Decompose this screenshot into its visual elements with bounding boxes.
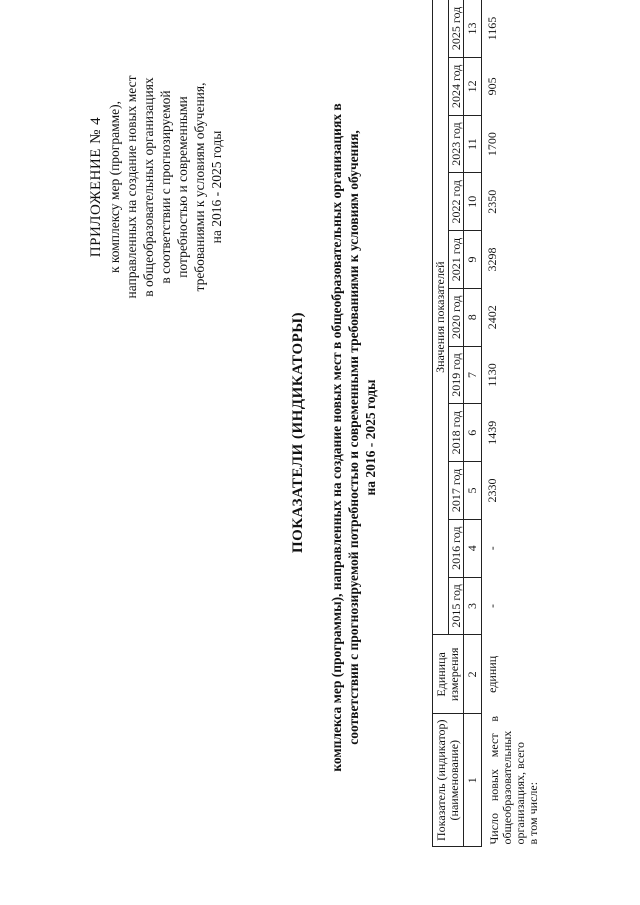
value-cell: - <box>485 603 499 608</box>
column-number: 13 <box>464 0 482 57</box>
column-number: 7 <box>464 346 482 404</box>
year-cell: 2021 год <box>449 231 464 289</box>
appendix-line: потребностью и современными <box>175 96 190 278</box>
year-cell: 2023 год <box>449 115 464 173</box>
value-cell: 2330 <box>485 478 499 503</box>
column-number: 11 <box>464 115 482 173</box>
column-number: 8 <box>464 288 482 346</box>
column-number: 6 <box>464 404 482 462</box>
column-number: 2 <box>464 635 482 714</box>
indicators-table <box>432 0 541 847</box>
subtitle-line: комплекса мер (программы), направленных на создание новых мест в общеобразовательных организациях в <box>329 103 344 772</box>
value-cell: 1439 <box>485 420 499 445</box>
year-cell: 2025 год <box>449 0 464 57</box>
document-subtitle <box>328 30 379 845</box>
indicator-name <box>482 714 542 847</box>
value-cell: 3298 <box>485 247 499 272</box>
value-cell: 1165 <box>485 16 499 41</box>
year-cell: 2017 год <box>449 462 464 520</box>
value-cell: 1130 <box>485 363 499 387</box>
column-number: 10 <box>464 173 482 231</box>
table-header-row <box>433 0 449 847</box>
column-number: 3 <box>464 577 482 635</box>
column-number: 12 <box>464 57 482 115</box>
indicator-name-line: общеобразовательных <box>500 730 514 845</box>
subtitle-line: соответствии с прогнозируемой потребностью и современными требованиями к условиям обучения, <box>346 130 361 745</box>
value-cell: 1700 <box>485 132 499 157</box>
table-column-numbers-row <box>464 0 482 847</box>
value-cell: - <box>485 546 499 551</box>
appendix-block <box>88 37 225 337</box>
value-cell: 2402 <box>485 305 499 330</box>
year-cell: 2016 год <box>449 519 464 577</box>
appendix-line: в соответствии с прогнозируемой <box>158 90 173 284</box>
value-cell: 2350 <box>485 189 499 214</box>
appendix-line: на 2016 - 2025 годы <box>209 130 224 244</box>
unit-cell: единиц <box>485 655 499 693</box>
appendix-title: ПРИЛОЖЕНИЕ № 4 <box>88 116 104 258</box>
column-number: 4 <box>464 519 482 577</box>
column-number: 9 <box>464 231 482 289</box>
column-number: 1 <box>464 714 482 847</box>
document-title: ПОКАЗАТЕЛИ (ИНДИКАТОРЫ) <box>290 311 306 554</box>
year-cell: 2018 год <box>449 404 464 462</box>
header-values: Значения показателей <box>433 0 449 635</box>
year-cell: 2019 год <box>449 346 464 404</box>
appendix-line: к комплексу мер (программе), <box>107 100 122 274</box>
appendix-line: направленных на создание новых мест <box>124 75 139 299</box>
subtitle-line: на 2016 - 2025 годы <box>363 379 378 496</box>
column-number: 5 <box>464 462 482 520</box>
table-row <box>482 0 542 847</box>
year-cell: 2015 год <box>449 577 464 635</box>
year-cell: 2022 год <box>449 173 464 231</box>
indicator-name-line: организациях, всего <box>513 741 527 845</box>
value-cell: 905 <box>485 77 499 96</box>
header-unit: Единица измерения <box>433 635 464 714</box>
appendix-line: требованиями к условиям обучения, <box>192 82 207 292</box>
indicator-name-line: Число новых мест в <box>487 715 501 845</box>
header-indicator: Показатель (индикатор) (наименование) <box>433 714 464 847</box>
indicator-name-line: в том числе: <box>526 781 540 845</box>
year-cell: 2024 год <box>449 57 464 115</box>
year-cell: 2020 год <box>449 288 464 346</box>
appendix-line: в общеобразовательных организациях <box>141 77 156 297</box>
